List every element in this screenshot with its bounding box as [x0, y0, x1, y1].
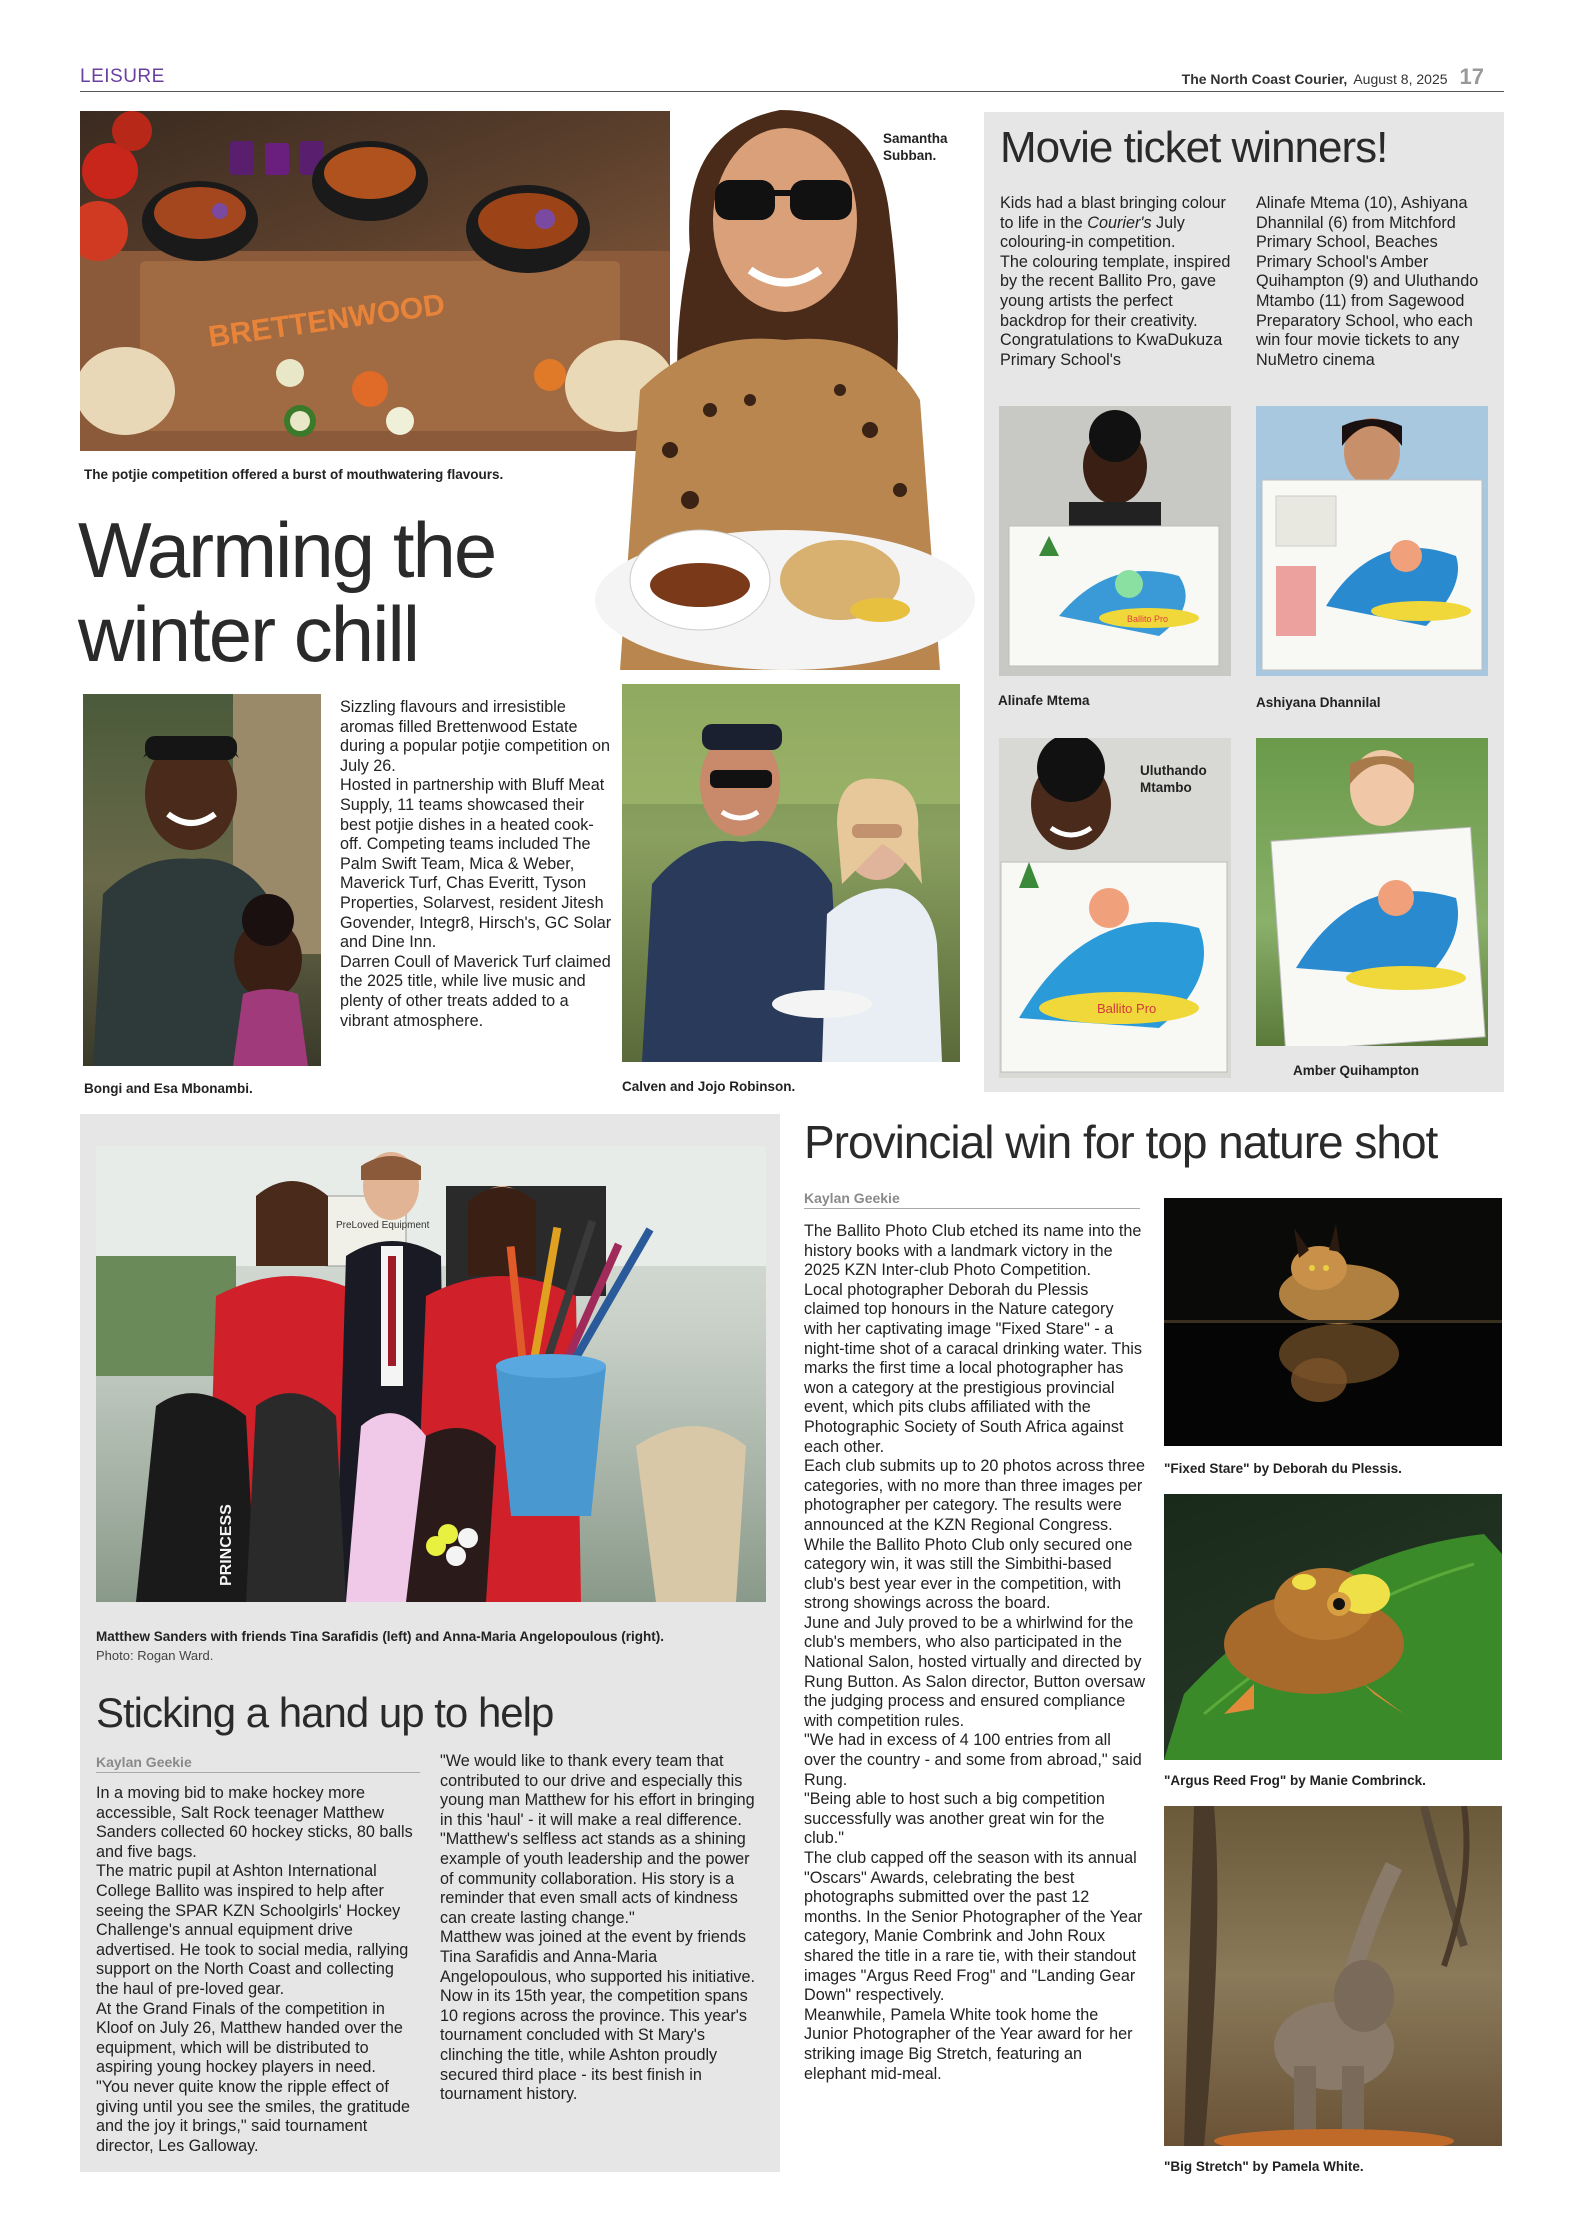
page-number: 17: [1459, 64, 1484, 89]
elephant-illustration: [1164, 1806, 1502, 2146]
preloved-sign: PreLoved Equipment: [336, 1220, 430, 1231]
caracal-illustration: [1164, 1198, 1502, 1446]
amber-illustration: [1256, 738, 1488, 1046]
hockey-body-col2: "We would like to thank every team that contributed to our drive and especially this young man Matthew for his effort in bringing in this 'haul' - it will make a real difference. "Matthew's selfless act stands as a shining example of youth leadership and the power of community collaboration. His story is a reminder that even small acts of kindness can create lasting change." Matthew was joined at the event by friends Tina Sarafidis and Anna-Maria Angelopoulous, who supported his initiative. Now in its 15th year, the competition spans 10 regions across the province. This year's tournament concluded with St Mary's clinching the title, while Ashton proudly secured third place - its best finish in tournament history.: [440, 1752, 755, 2104]
photo-club-headline: Provincial win for top nature shot: [804, 1116, 1438, 1168]
bongi-illustration: [83, 694, 321, 1066]
frog-caption: "Argus Reed Frog" by Manie Combrinck.: [1164, 1773, 1426, 1788]
ashiyana-caption: Ashiyana Dhannilal: [1256, 695, 1381, 710]
hockey-byline-rule: [96, 1772, 420, 1773]
uluthando-label: Uluthando Mtambo: [1140, 763, 1207, 795]
caracal-photo: [1164, 1198, 1502, 1446]
hockey-photo: [96, 1146, 766, 1602]
movie-col1-italic: Courier's: [1087, 213, 1152, 232]
amber-caption: Amber Quihampton: [1293, 1063, 1420, 1078]
bongi-caption: Bongi and Esa Mbonambi.: [84, 1081, 253, 1096]
alinafe-photo: [999, 406, 1231, 676]
amber-photo: [1256, 738, 1488, 1046]
alinafe-surfboard-text: Ballito Pro: [1127, 614, 1169, 624]
potjie-photo-caption: The potjie competition offered a burst of mouthwatering flavours.: [84, 467, 504, 482]
movie-body-col2: Alinafe Mtema (10), Ashiyana Dhannilal (6) from Mitchford Primary School, Beaches Primary School's Amber Quihampton (9) and Uluthando Mtambo (11) from Sagewood Preparatory School, who each win four movie tickets to any NuMetro cinema: [1256, 194, 1479, 369]
hockey-illustration: [96, 1146, 766, 1602]
elephant-photo: [1164, 1806, 1502, 2146]
hockey-photo-caption: Matthew Sanders with friends Tina Sarafidis (left) and Anna-Maria Angelopoulous (right).: [96, 1629, 665, 1644]
publication-name: The North Coast Courier,: [1181, 71, 1348, 87]
hockey-byline: Kaylan Geekie: [96, 1754, 192, 1770]
photo-club-body: The Ballito Photo Club etched its name into the history books with a landmark victory in the 2025 KZN Inter-club Photo Competition. Local photographer Deborah du Plessis claimed top honours in the Nature category with her captivating image "Fixed Stare" - a night-time shot of a caracal drinking water. This marks the first time a local photographer has won a category at the prestigious provincial event, which pits clubs affiliated with the Photographic Society of South Africa against each other. Each club submits up to 20 photos across three categories, with no more than three images per photographer per category. The results were announced at the KZN Regional Congress. While the Ballito Photo Club only secured one category win, it was still the Simbithi-based club's best year ever in the competition, with strong showings across the board. June and July proved to be a whirlwind for the club's members, who also participated in the National Salon, hosted virtually and directed by Rung Button. As Salon director, Button oversaw the judging process and ensured compliance with competition rules. "We had in excess of 4 100 entries from all over the country - and some from abroad," said Rung. "Being able to host such a big competition successfully was another great win for the club." The club capped off the season with its annual "Oscars" Awards, celebrating the best photographs submitted over the past 12 months. In the Senior Photographer of the Year category, Manie Combrink and John Roux shared the title in a rare tie, with their standout images "Argus Reed Frog" and "Landing Gear Down" respectively. Meanwhile, Pamela White took home the Junior Photographer of the Year award for her striking image Big Stretch, featuring an elephant mid-meal.: [804, 1222, 1146, 2083]
ashiyana-photo: [1256, 406, 1488, 676]
calven-caption: Calven and Jojo Robinson.: [622, 1079, 796, 1094]
movie-col1-b: July colouring-in competition. The colouring template, inspired by the recent Ballito Pro, gave young artists the perfect backdrop for their creativity. Congratulations to KwaDukuza Primary School's: [1000, 213, 1231, 369]
bongi-photo: [83, 694, 321, 1066]
elephant-caption: "Big Stretch" by Pamela White.: [1164, 2159, 1364, 2174]
frog-photo: [1164, 1494, 1502, 1760]
alinafe-caption: Alinafe Mtema: [998, 693, 1090, 708]
potjie-headline: Warming the winter chill: [78, 506, 496, 678]
frog-illustration: [1164, 1494, 1502, 1760]
section-label: LEISURE: [80, 66, 165, 87]
calven-photo: [622, 684, 960, 1062]
brettenwood-carrot-letters: BRETTENWOOD: [206, 288, 447, 354]
hockey-headline: Sticking a hand up to help: [96, 1689, 554, 1736]
movie-col1-a: Kids had a blast bringing colour to life in the: [1000, 194, 1226, 232]
calven-illustration: [622, 684, 960, 1062]
samantha-label: Samantha Subban.: [883, 131, 948, 163]
issue-date: August 8, 2025: [1353, 71, 1448, 87]
photo-club-byline: Kaylan Geekie: [804, 1190, 900, 1206]
caracal-caption: "Fixed Stare" by Deborah du Plessis.: [1164, 1461, 1402, 1476]
uluthando-surfboard-text: Ballito Pro: [1097, 1001, 1157, 1016]
alinafe-illustration: [999, 406, 1231, 676]
masthead-info: [1182, 64, 1484, 90]
hockey-photo-credit: Photo: Rogan Ward.: [96, 1648, 214, 1663]
photo-club-byline-rule: [804, 1208, 1140, 1209]
movie-headline: Movie ticket winners!: [1000, 123, 1388, 172]
movie-body-col1: [1000, 194, 1240, 370]
ashiyana-illustration: [1256, 406, 1488, 676]
princess-bag-text: PRINCESS: [218, 1504, 235, 1586]
hockey-body-col1: In a moving bid to make hockey more accessible, Salt Rock teenager Matthew Sanders collected 60 hockey sticks, 80 balls and five bags. The matric pupil at Ashton International College Ballito was inspired to help after seeing the SPAR KZN Schoolgirls' Hockey Challenge's annual equipment drive advertised. He took to social media, rallying support on the North Coast and collecting the haul of pre-loved gear. At the Grand Finals of the competition in Kloof on July 26, Matthew handed over the equipment, which will be distributed to aspiring young hockey players in need. "You never quite know the ripple effect of giving until you see the smiles, the gratitude and the joy it brings," said tournament director, Les Galloway.: [96, 1784, 413, 2155]
potjie-body: Sizzling flavours and irresistible aromas filled Brettenwood Estate during a popular potjie competition on July 26. Hosted in partnership with Bluff Meat Supply, 11 teams showcased their best potjie dishes in a heated cook-off. Competing teams included The Palm Swift Team, Mica & Weber, Maverick Turf, Chas Everitt, Tyson Properties, Solarvest, resident Jitesh Govender, Integr8, Hirsch's, GC Solar and Dine Inn. Darren Coull of Maverick Turf claimed the 2025 title, while live music and plenty of other treats added to a vibrant atmosphere.: [340, 698, 612, 1030]
